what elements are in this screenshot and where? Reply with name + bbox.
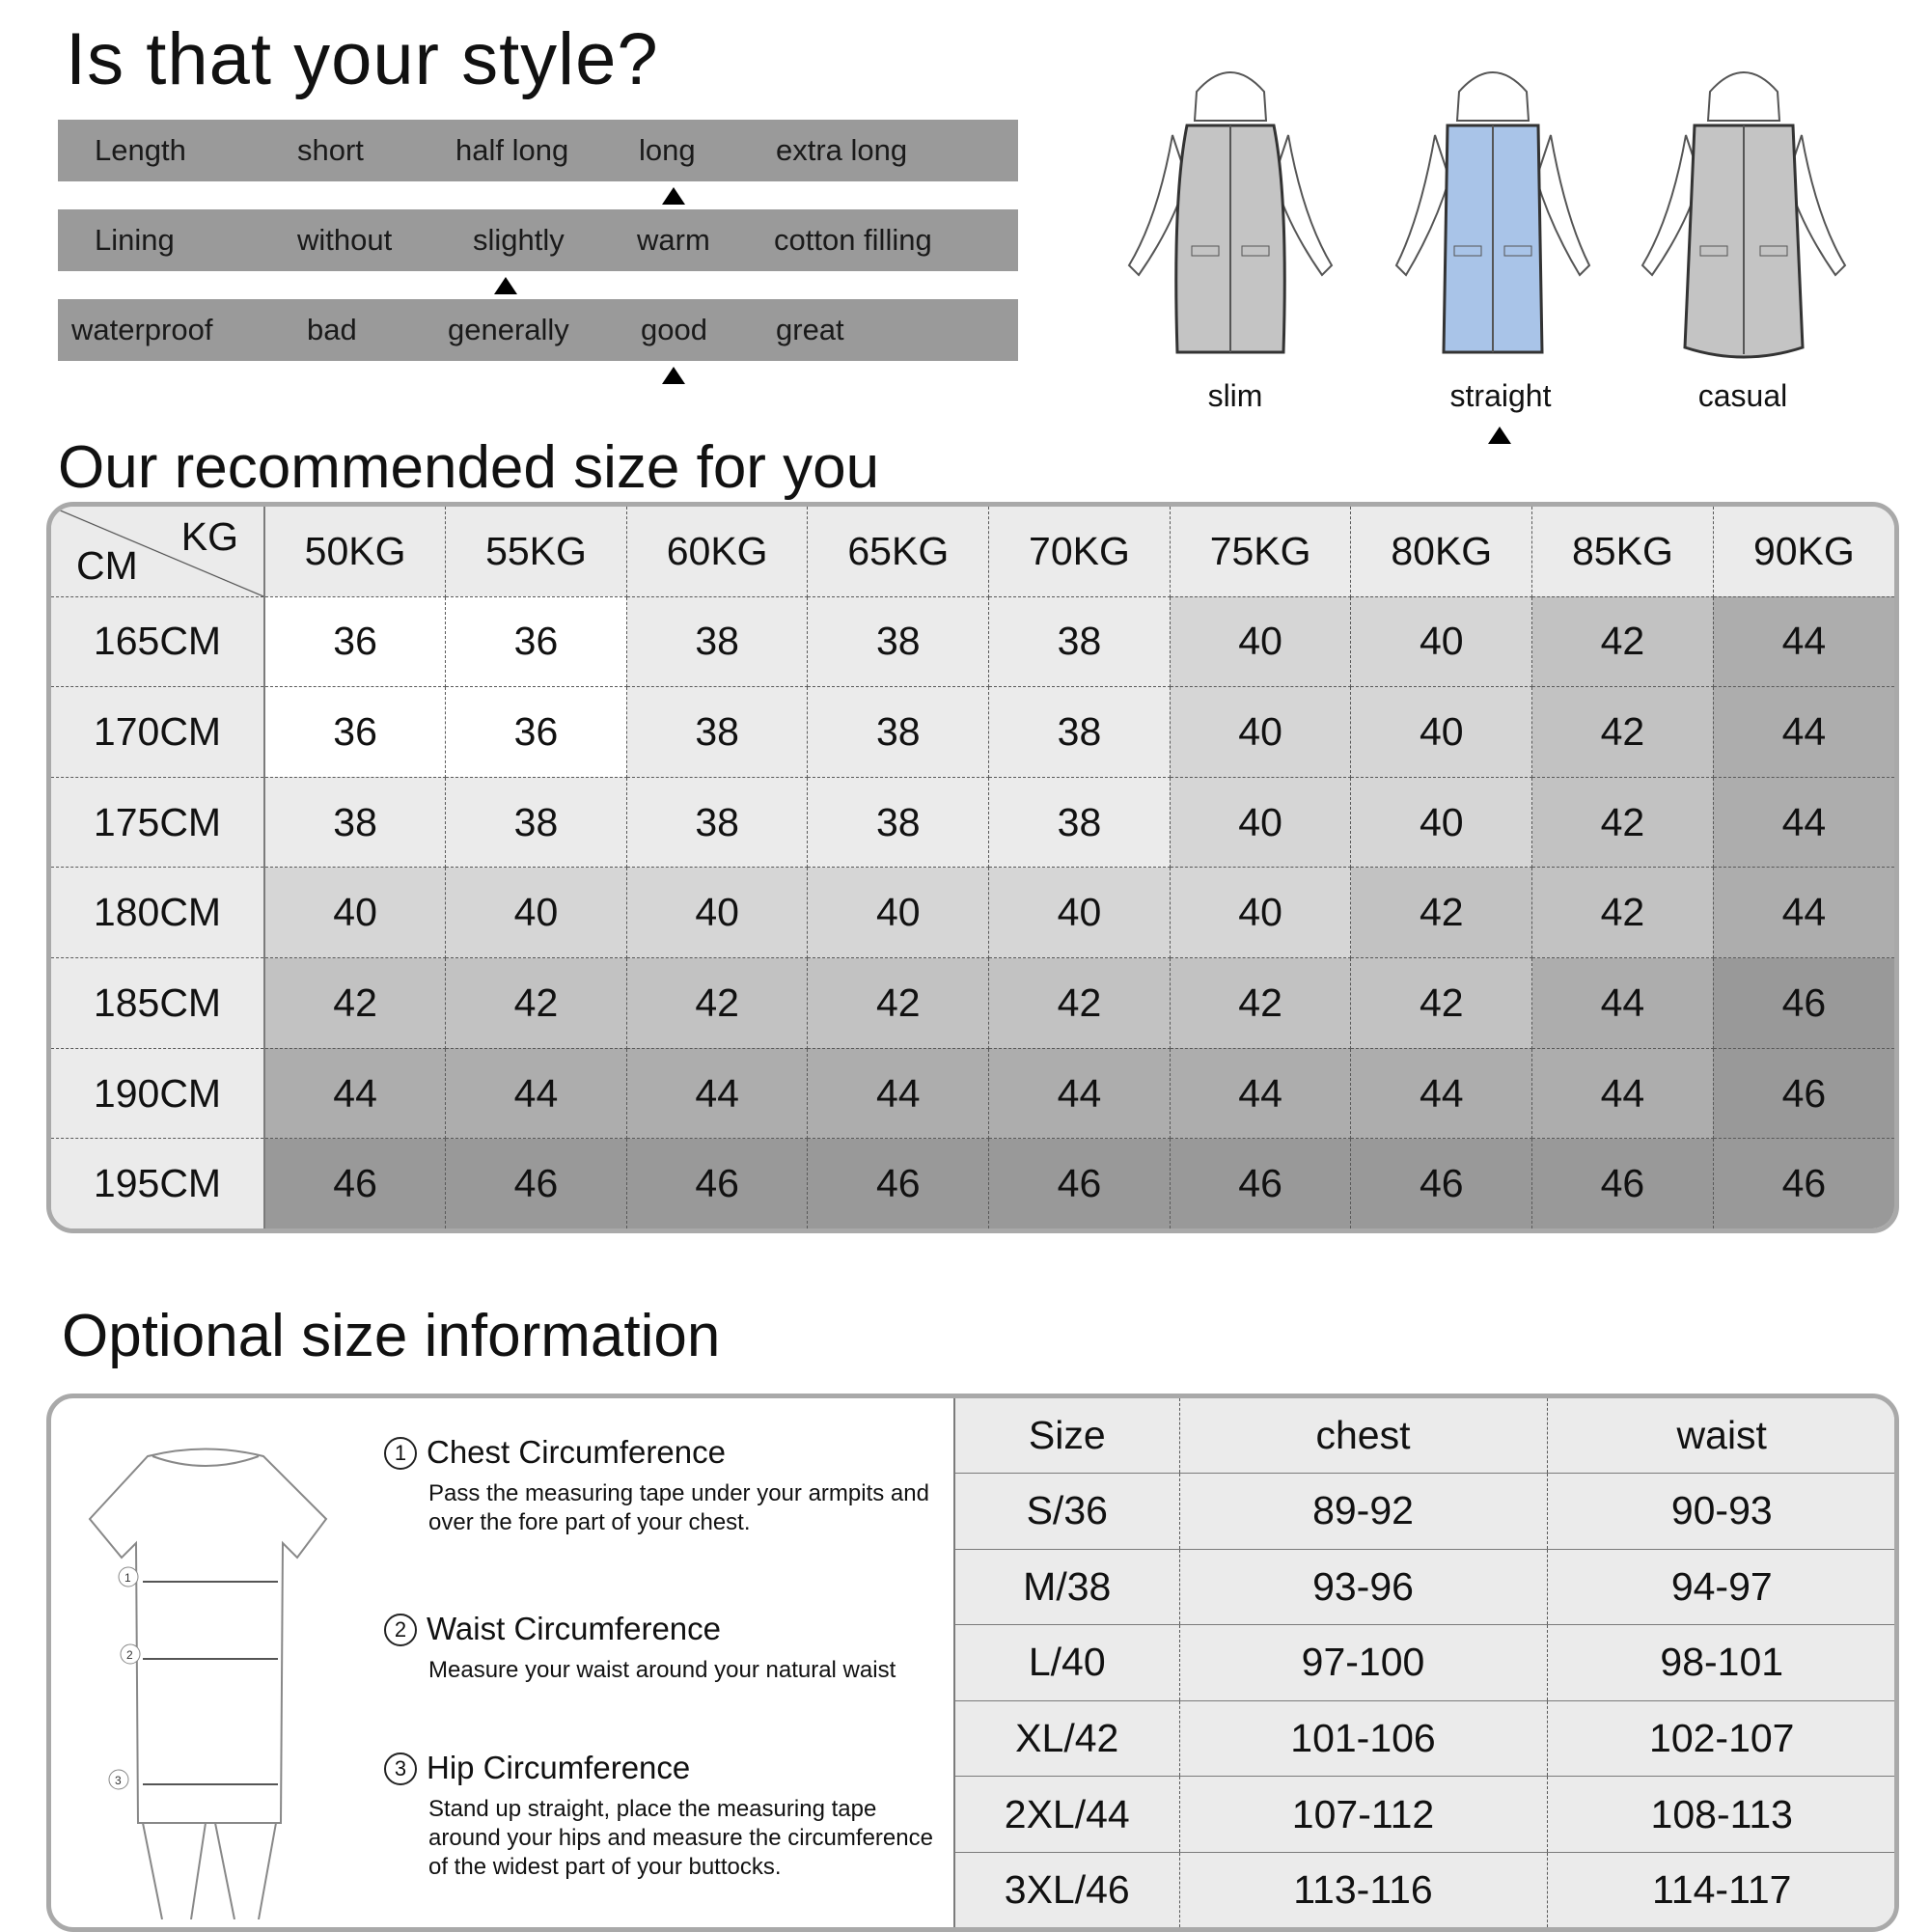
height-header: 170CM [51, 687, 264, 778]
measurement-hip [384, 1749, 963, 1882]
measurement-title: Hip Circumference [427, 1750, 691, 1785]
size-cell: 40 [1170, 868, 1351, 958]
attribute-bar-lining [58, 209, 1018, 271]
height-header: 180CM [51, 868, 264, 958]
size-cell: 36 [264, 596, 446, 687]
weight-header: 85KG [1532, 507, 1714, 596]
attribute-label: Lining [95, 223, 175, 257]
style-heading: Is that your style? [66, 18, 659, 100]
table-cell: M/38 [955, 1549, 1179, 1625]
table-cell: 94-97 [1547, 1549, 1896, 1625]
size-info-table [953, 1398, 1896, 1927]
weight-header: 90KG [1713, 507, 1894, 596]
table-cell: 108-113 [1547, 1777, 1896, 1853]
size-cell: 42 [1532, 596, 1714, 687]
table-row [955, 1625, 1896, 1701]
size-cell: 42 [1532, 687, 1714, 778]
size-cell: 44 [1170, 1048, 1351, 1139]
size-cell: 42 [1351, 868, 1532, 958]
size-cell: 44 [1532, 1048, 1714, 1139]
size-cell: 46 [1713, 1139, 1894, 1228]
size-grid [51, 507, 1894, 1228]
table-row [51, 958, 1894, 1049]
attribute-option: generally [448, 313, 569, 346]
weight-header: 80KG [1351, 507, 1532, 596]
size-cell: 42 [1351, 958, 1532, 1049]
size-info-header-row [955, 1398, 1896, 1474]
table-cell: 97-100 [1179, 1625, 1547, 1701]
weight-axis-label: KG [180, 514, 238, 559]
table-cell: 98-101 [1547, 1625, 1896, 1701]
height-axis-label: CM [76, 542, 138, 588]
table-row [955, 1777, 1896, 1853]
size-cell: 38 [808, 777, 989, 868]
table-row [955, 1700, 1896, 1777]
size-cell: 46 [1713, 1048, 1894, 1139]
weight-header: 50KG [264, 507, 446, 596]
table-row [51, 687, 1894, 778]
size-cell: 46 [1532, 1139, 1714, 1228]
size-cell: 42 [1532, 868, 1714, 958]
weight-header: 60KG [626, 507, 808, 596]
measurement-description: Stand up straight, place the measuring tape around your hips and measure the circumference of the widest part of your buttocks. [428, 1796, 933, 1880]
size-cell: 44 [1713, 777, 1894, 868]
size-cell: 44 [1713, 596, 1894, 687]
weight-header-row [51, 507, 1894, 596]
measurement-title: Waist Circumference [427, 1611, 722, 1646]
weight-header: 70KG [989, 507, 1171, 596]
svg-text:1: 1 [124, 1571, 131, 1585]
size-cell: 40 [808, 868, 989, 958]
size-cell: 40 [1351, 687, 1532, 778]
recommended-heading: Our recommended size for you [58, 434, 880, 501]
attribute-option: long [639, 133, 696, 167]
size-cell: 46 [1170, 1139, 1351, 1228]
height-header: 190CM [51, 1048, 264, 1139]
attribute-option: warm [637, 223, 710, 257]
size-cell: 40 [626, 868, 808, 958]
size-cell: 40 [1351, 777, 1532, 868]
fit-label-slim: slim [1207, 378, 1263, 413]
size-cell: 40 [264, 868, 446, 958]
table-cell: 2XL/44 [955, 1777, 1179, 1853]
height-header: 165CM [51, 596, 264, 687]
size-cell: 40 [989, 868, 1171, 958]
measurement-waist [384, 1610, 963, 1685]
corner-cell [51, 507, 264, 596]
body-measurement-illustration [70, 1437, 389, 1919]
fit-label-casual: casual [1697, 378, 1788, 413]
table-row [955, 1852, 1896, 1927]
height-header: 195CM [51, 1139, 264, 1228]
size-cell: 38 [989, 777, 1171, 868]
size-cell: 38 [626, 596, 808, 687]
svg-text:3: 3 [115, 1774, 122, 1787]
size-cell: 36 [446, 596, 627, 687]
fit-label-straight: straight [1449, 378, 1552, 413]
column-header: chest [1179, 1398, 1547, 1474]
size-cell: 42 [626, 958, 808, 1049]
measurement-description: Pass the measuring tape under your armpits and over the fore part of your chest. [428, 1480, 929, 1535]
table-row [51, 1139, 1894, 1228]
size-cell: 36 [264, 687, 446, 778]
table-cell: 90-93 [1547, 1474, 1896, 1550]
size-cell: 38 [626, 687, 808, 778]
recommended-size-table [46, 502, 1899, 1233]
size-cell: 42 [1170, 958, 1351, 1049]
size-cell: 44 [1713, 868, 1894, 958]
measurement-number: 3 [384, 1753, 417, 1785]
size-cell: 40 [446, 868, 627, 958]
measurement-number: 2 [384, 1614, 417, 1646]
size-cell: 44 [1713, 687, 1894, 778]
selected-marker-lining [494, 277, 517, 294]
size-cell: 44 [264, 1048, 446, 1139]
table-cell: 89-92 [1179, 1474, 1547, 1550]
attribute-option: short [297, 133, 364, 167]
size-cell: 38 [626, 777, 808, 868]
table-row [955, 1474, 1896, 1550]
size-cell: 44 [808, 1048, 989, 1139]
casual-coat-illustration [1633, 43, 1855, 372]
attribute-bar-length [58, 120, 1018, 181]
height-header: 185CM [51, 958, 264, 1049]
size-cell: 46 [989, 1139, 1171, 1228]
size-cell: 38 [808, 687, 989, 778]
size-cell: 38 [989, 687, 1171, 778]
size-cell: 44 [626, 1048, 808, 1139]
selected-marker-waterproof [662, 367, 685, 384]
table-row [955, 1549, 1896, 1625]
table-cell: 107-112 [1179, 1777, 1547, 1853]
table-row [51, 1048, 1894, 1139]
table-row [51, 777, 1894, 868]
attribute-option: slightly [473, 223, 565, 257]
measurement-description: Measure your waist around your natural waist [428, 1657, 896, 1683]
size-cell: 38 [264, 777, 446, 868]
size-cell: 42 [808, 958, 989, 1049]
table-cell: 93-96 [1179, 1549, 1547, 1625]
size-cell: 36 [446, 687, 627, 778]
size-cell: 46 [1351, 1139, 1532, 1228]
table-cell: 114-117 [1652, 1866, 1792, 1912]
size-cell: 44 [989, 1048, 1171, 1139]
attribute-option: bad [307, 313, 357, 346]
attribute-option: without [297, 223, 393, 257]
size-cell: 42 [1532, 777, 1714, 868]
attribute-option: cotton filling [774, 223, 932, 257]
weight-header: 65KG [808, 507, 989, 596]
size-cell: 42 [989, 958, 1171, 1049]
selected-marker-fit [1488, 427, 1511, 444]
column-header: Size [955, 1398, 1179, 1474]
size-cell: 44 [1351, 1048, 1532, 1139]
attribute-option: great [776, 313, 844, 346]
height-header: 175CM [51, 777, 264, 868]
measurement-number: 1 [384, 1437, 417, 1470]
optional-heading: Optional size information [62, 1303, 721, 1369]
weight-header: 55KG [446, 507, 627, 596]
attribute-bar-waterproof [58, 299, 1018, 361]
selected-marker-length [662, 187, 685, 205]
size-cell: 44 [1532, 958, 1714, 1049]
attribute-label: waterproof [71, 313, 213, 346]
table-row [51, 868, 1894, 958]
measurement-chest [384, 1433, 963, 1537]
table-cell: 113-116 [1179, 1852, 1547, 1927]
svg-text:2: 2 [126, 1648, 133, 1662]
size-cell: 46 [1713, 958, 1894, 1049]
attribute-label: Length [95, 133, 186, 167]
size-cell: 46 [808, 1139, 989, 1228]
attribute-option: half long [455, 133, 569, 167]
size-cell: 40 [1170, 777, 1351, 868]
straight-coat-illustration [1382, 43, 1604, 372]
table-row [51, 596, 1894, 687]
optional-size-panel [46, 1394, 1899, 1932]
size-cell: 38 [989, 596, 1171, 687]
table-cell: XL/42 [955, 1700, 1179, 1777]
size-cell: 46 [264, 1139, 446, 1228]
size-cell: 40 [1351, 596, 1532, 687]
slim-coat-illustration [1119, 43, 1341, 372]
attribute-option: good [641, 313, 707, 346]
size-cell: 42 [446, 958, 627, 1049]
table-cell: S/36 [955, 1474, 1179, 1550]
table-cell: 102-107 [1547, 1700, 1896, 1777]
attribute-option: extra long [776, 133, 908, 167]
size-cell: 40 [1170, 596, 1351, 687]
measurement-title: Chest Circumference [427, 1434, 726, 1470]
size-cell: 46 [446, 1139, 627, 1228]
size-cell: 44 [446, 1048, 627, 1139]
table-cell: L/40 [955, 1625, 1179, 1701]
weight-header: 75KG [1170, 507, 1351, 596]
size-cell: 46 [626, 1139, 808, 1228]
size-cell: 38 [808, 596, 989, 687]
table-cell: 3XL/46 [955, 1852, 1179, 1927]
size-cell: 42 [264, 958, 446, 1049]
size-cell: 40 [1170, 687, 1351, 778]
table-cell: 101-106 [1179, 1700, 1547, 1777]
column-header: waist [1547, 1398, 1896, 1474]
size-cell: 38 [446, 777, 627, 868]
